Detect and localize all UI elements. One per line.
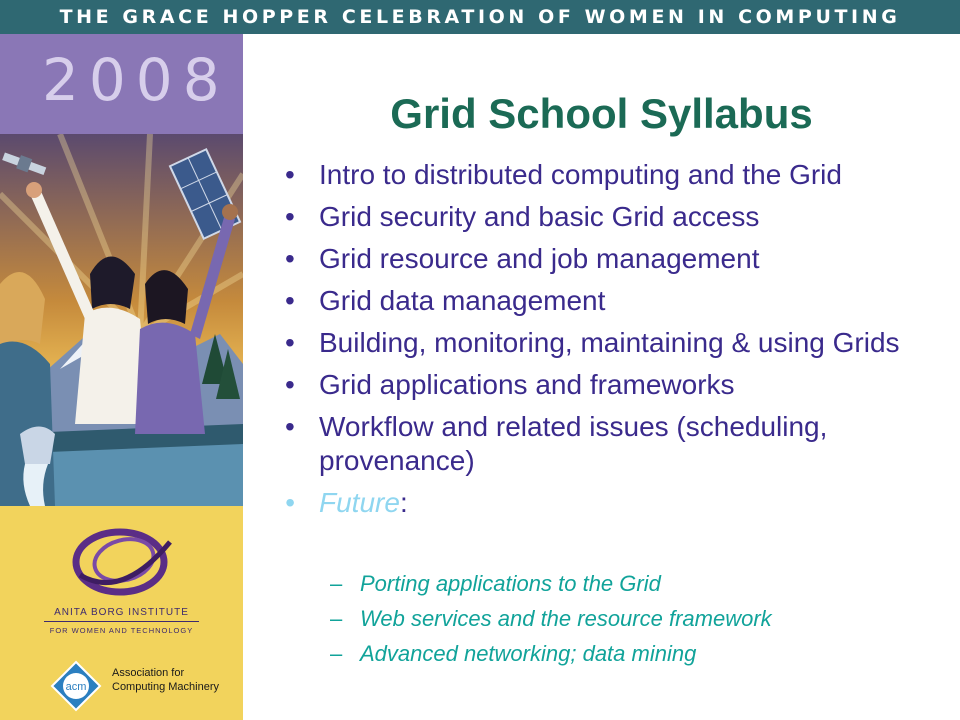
sponsor-logos-panel xyxy=(0,506,243,720)
syllabus-item: • Building, monitoring, maintaining & using Grids xyxy=(285,327,900,358)
future-item xyxy=(285,486,935,520)
acm-name xyxy=(112,666,219,694)
future-sub-item: – Advanced networking; data mining xyxy=(330,636,930,671)
bullet-marker: • xyxy=(285,411,295,442)
bullet-marker: • xyxy=(285,369,295,400)
bullet-marker: • xyxy=(285,487,295,518)
conference-banner: THE GRACE HOPPER CELEBRATION OF WOMEN IN COMPUTING xyxy=(0,0,960,34)
syllabus-item: • Workflow and related issues (scheduling, provenance) xyxy=(285,411,828,476)
syllabus-list xyxy=(285,158,935,524)
slide-title: Grid School Syllabus xyxy=(390,90,813,137)
anita-borg-institute-label: ANITA BORG INSTITUTE xyxy=(54,607,189,618)
future-sub-item: – Web services and the resource framework xyxy=(330,601,930,636)
anita-borg-swirl-logo xyxy=(62,520,182,605)
future-sub-item: – Porting applications to the Grid xyxy=(330,566,930,601)
bullet-marker: • xyxy=(285,327,295,358)
syllabus-item: • Grid applications and frameworks xyxy=(285,369,735,400)
acm-line-2: Computing Machinery xyxy=(112,681,219,693)
logo-divider xyxy=(44,621,199,622)
bullet-marker: • xyxy=(285,285,295,316)
syllabus-item: • Intro to distributed computing and the Grid xyxy=(285,159,842,190)
acm-line-1: Association for xyxy=(112,667,185,679)
dash-marker: – xyxy=(330,641,343,666)
future-sub-list xyxy=(330,566,930,671)
year-panel xyxy=(0,34,243,134)
syllabus-item: • Grid security and basic Grid access xyxy=(285,201,760,232)
women-celebration-illustration xyxy=(0,134,243,506)
bullet-marker: • xyxy=(285,201,295,232)
year-label: 2008 xyxy=(42,46,230,114)
dash-marker: – xyxy=(330,606,343,631)
acm-badge-text: acm xyxy=(65,681,87,693)
dash-marker: – xyxy=(330,571,343,596)
bullet-marker: • xyxy=(285,159,295,190)
future-label: Future xyxy=(319,487,400,518)
anita-borg-tagline: FOR WOMEN AND TECHNOLOGY xyxy=(49,626,194,635)
syllabus-item: • Grid data management xyxy=(285,285,606,316)
acm-logo-icon xyxy=(50,660,102,712)
future-colon: : xyxy=(399,487,408,518)
bullet-marker: • xyxy=(285,243,295,274)
syllabus-item: • Grid resource and job management xyxy=(285,243,760,274)
sidebar-artwork-panel xyxy=(0,34,243,720)
